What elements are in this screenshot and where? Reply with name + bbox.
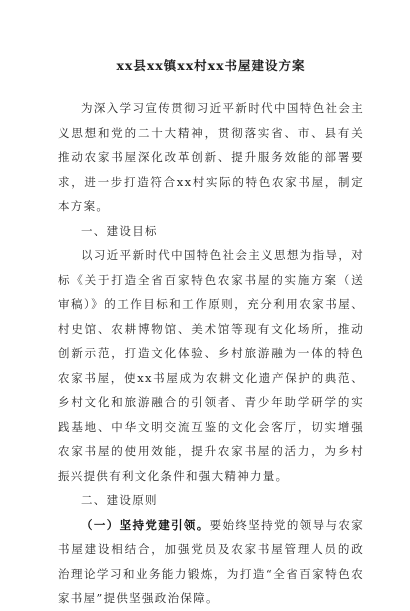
goals-paragraph: 以习近平新时代中国特色社会主义思想为指导，对标《关于打造全省百家特色农家书屋的实施方案（送审稿）》的工作目标和工作原则，充分利用农家书屋、村史馆、农耕博物馆、美术馆等现有文化场所，推动创新示范，打造文化体验、乡村旅游融为一体的特色农家书屋，使xx书屋成为农耕文化遗产保护的典范、乡村文化和旅游融合的引领者、青少年助学研学的实践基地、中华文明交流互鉴的文化会客厅，切实增强农家书屋的使用效能，提升农家书屋的活力，为乡村振兴提供有利文化条件和强大精神力量。 [58, 248, 364, 483]
principle-paragraph [58, 513, 364, 611]
section-heading-goals: 一、建设目标 [81, 223, 158, 238]
document-title: xx县xx镇xx村xx书屋建设方案 [116, 58, 306, 73]
principle-lead: （一）坚持党建引领。 [81, 517, 210, 532]
section-heading-principles: 二、建设原则 [81, 493, 158, 507]
intro-paragraph: 为深入学习宣传贯彻习近平新时代中国特色社会主义思想和党的二十大精神，贯彻落实省、市、县有关推动农家书屋深化改革创新、提升服务效能的部署要求，进一步打造符合xx村实际的特色农家书屋，制定本方案。 [58, 101, 364, 213]
principle-body: 要始终坚持党的领导与农家书屋建设相结合，加强党员及农家书屋管理人员的政治理论学习和业务能力锻炼，为打造“全省百家特色农家书屋”提供坚强政治保障。 [58, 517, 364, 605]
